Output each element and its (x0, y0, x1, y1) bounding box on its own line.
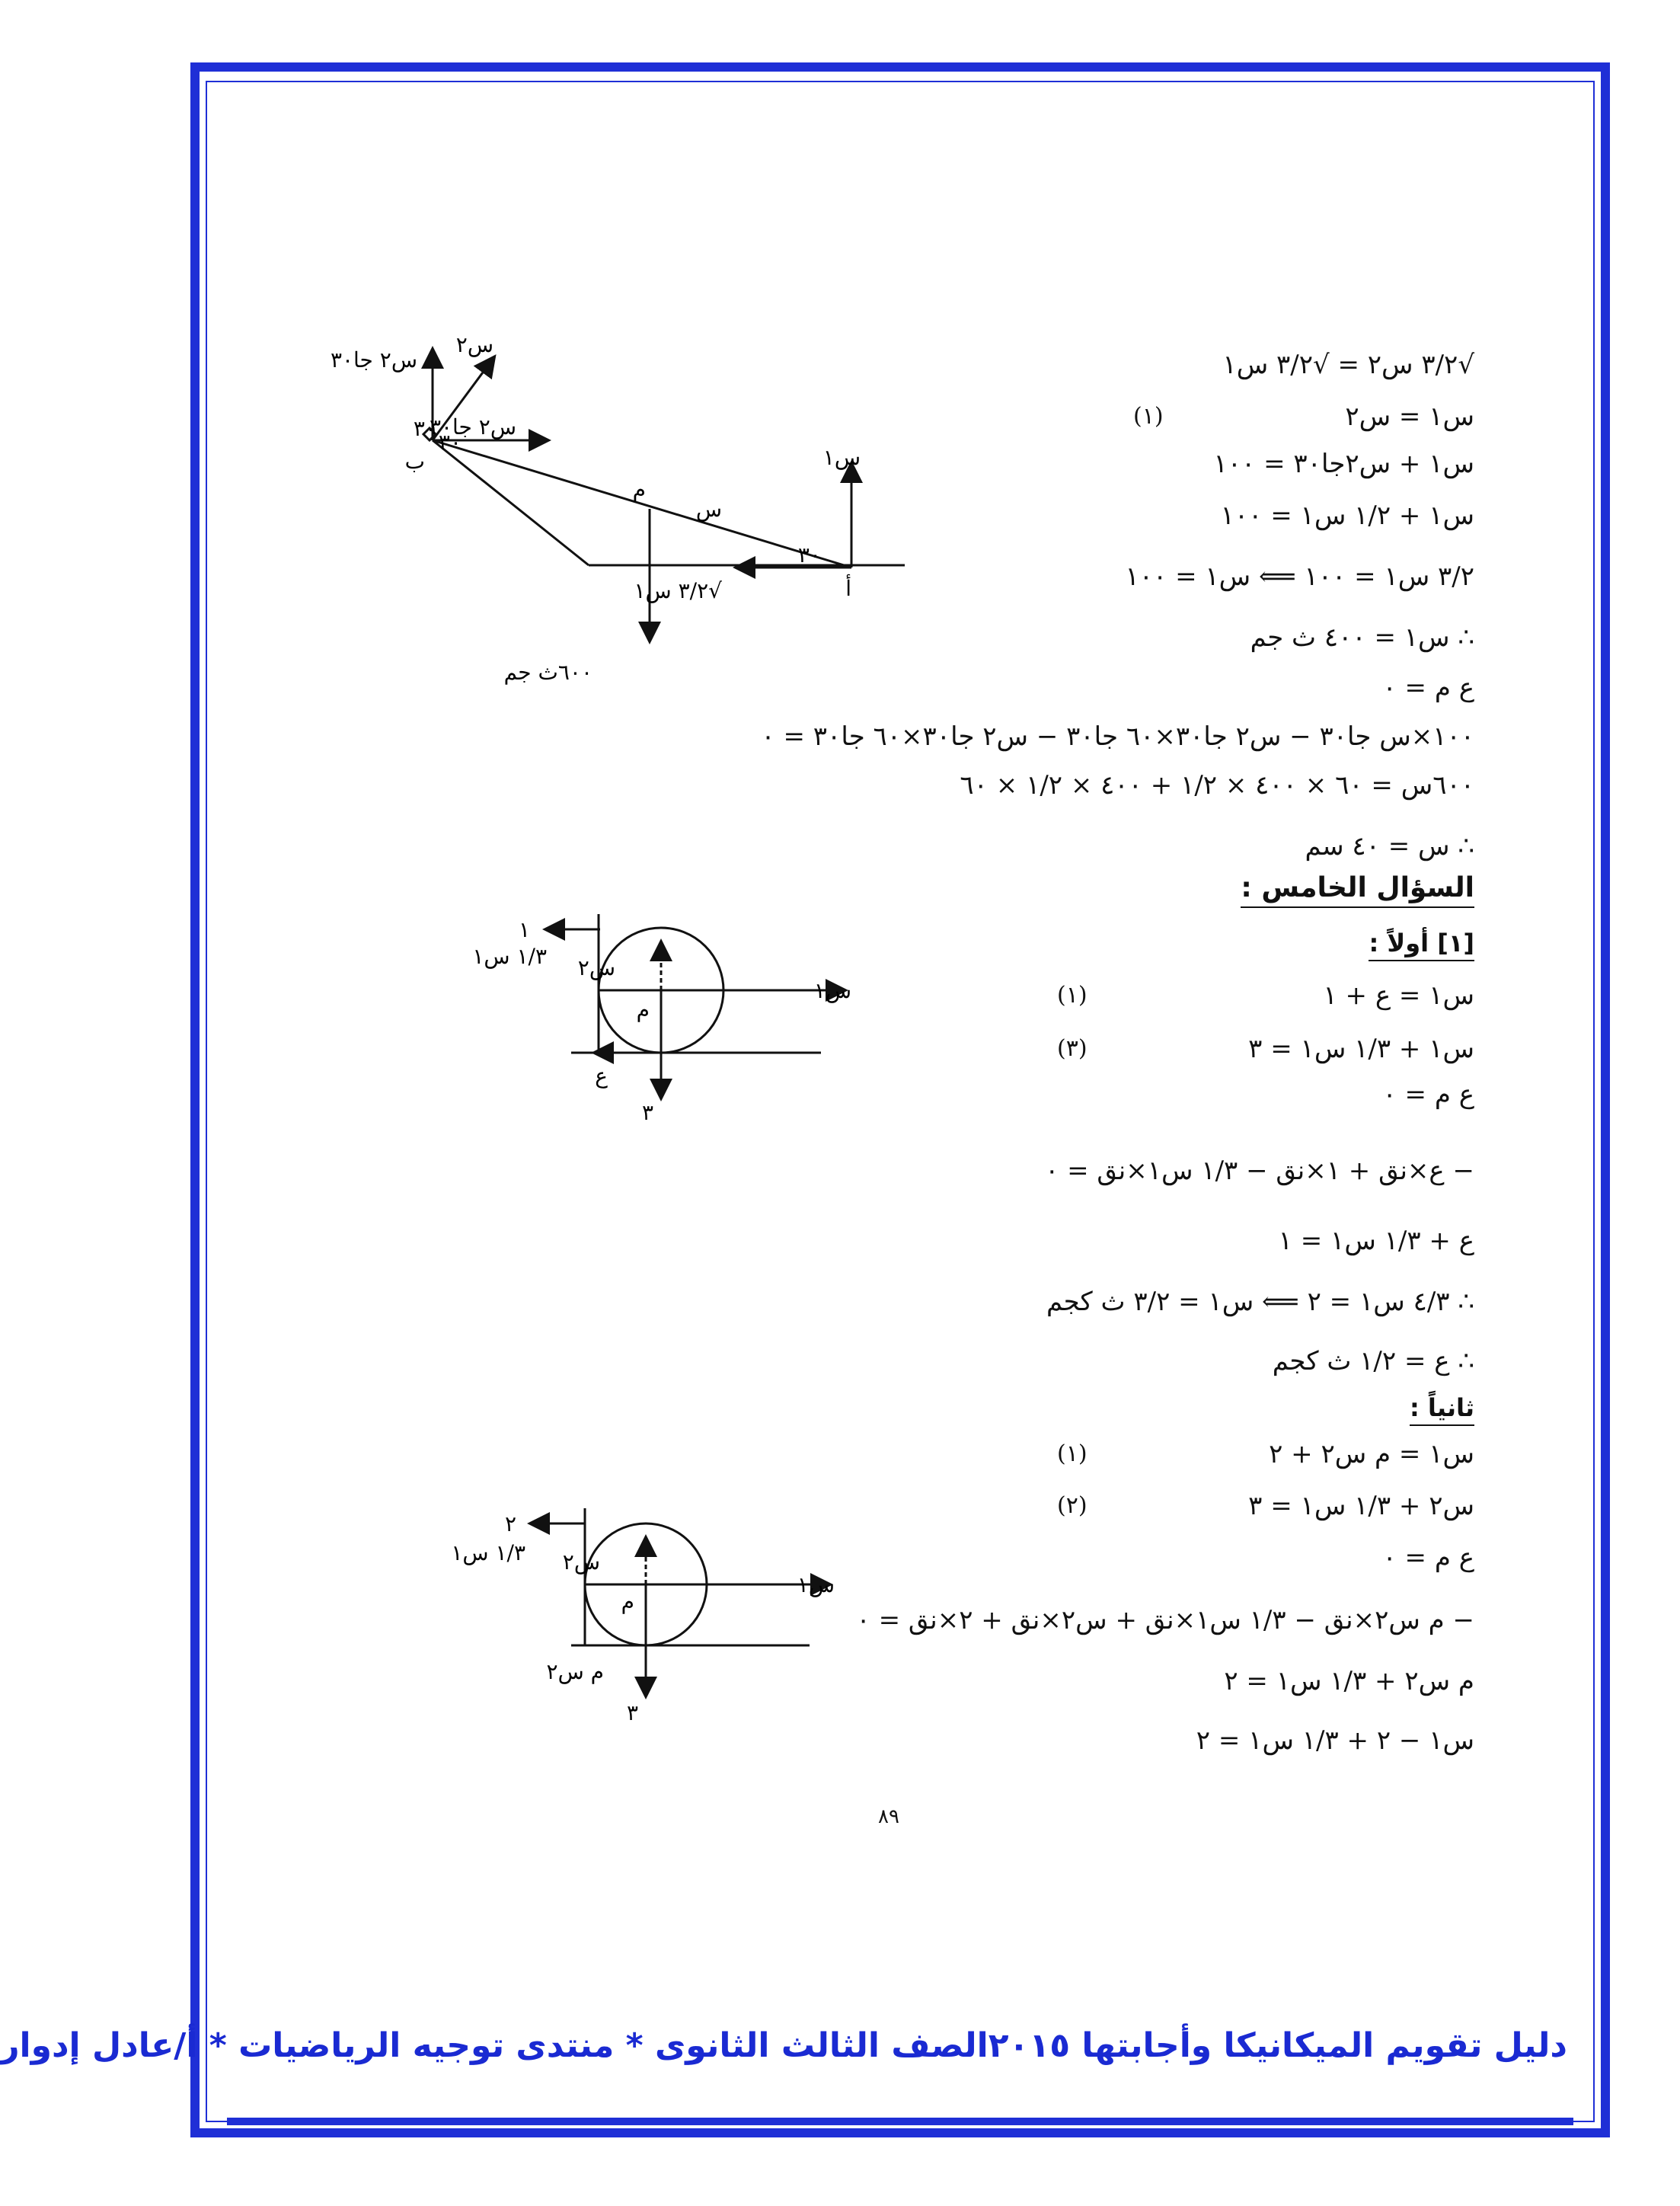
page-number: ٨٩ (878, 1805, 899, 1828)
moment-equation: − م س٢×نق − ١/٣ س١×نق + س٢×نق + ٢×نق = ٠ (856, 1605, 1474, 1635)
equation-line: س١ − ٢ + ١/٣ س١ = ٢ (1196, 1725, 1474, 1756)
label-s2: س٢ (562, 1549, 600, 1575)
rod-line (433, 440, 851, 567)
label-point-m: م (632, 477, 646, 502)
label-s1: س١ (797, 1572, 835, 1597)
label-angle: ٣٠ (413, 416, 436, 441)
equation-line: م س٢ + ١/٣ س١ = ٢ (1224, 1666, 1474, 1696)
label-length-s: س (695, 497, 722, 522)
equation-line: ∴ ٤/٣ س١ = ٢ ⟸ س١ = ٣/٢ ث كجم (1046, 1287, 1474, 1317)
equation-line: س١ = م س٢ + ٢ (1269, 1439, 1474, 1469)
result-line: ∴ ع = ١/٢ ث كجم (1272, 1346, 1474, 1376)
section-heading-first: [١] أولاً : (1369, 931, 1474, 961)
label-point-a: أ (845, 576, 851, 601)
equation-line: √٣/٢ س٢ = √٣/٢ س١ (1222, 350, 1474, 380)
label-r: ع (595, 1063, 608, 1089)
frame-left-bar (190, 99, 200, 2110)
equation-line: ع م = ٠ (1382, 673, 1474, 703)
equation-line: س١ + س٢جا٣٠ = ١٠٠ (1213, 449, 1474, 479)
equation-line: ∴ س١ = ٤٠٠ ث جم (1250, 622, 1474, 653)
equation-number: (١) (1057, 982, 1088, 1009)
label-three: ٣ (626, 1700, 638, 1725)
question-title: السؤال الخامس : (1241, 874, 1474, 908)
label-point-b: ب (404, 449, 425, 474)
label-ms2: م س٢ (546, 1659, 604, 1684)
diagram-rod-forces (330, 320, 928, 686)
equation-number: (١) (1057, 1440, 1088, 1467)
diagram-circle-second (451, 1493, 890, 1729)
label-s2-sin: س٢ جا٣٠ (330, 347, 417, 372)
diagram-circle-first (472, 884, 912, 1127)
moment-equation: − ع×نق + ١×نق − ١/٣ س١×نق = ٠ (1045, 1156, 1474, 1186)
equation-number: (١) (1133, 403, 1164, 430)
equation-number: (٢) (1057, 1492, 1088, 1519)
label-angle: ٣٠ (438, 430, 462, 455)
footer-banner: دليل تقويم الميكانيكا وأجابتها ٢٠١٥الصف الثالث الثانوى * منتدى توجيه الرياضيات * أ/عادل إدوار (0, 2026, 1567, 2065)
label-one: ١ (518, 917, 530, 942)
label-s2: س٢ (577, 955, 615, 980)
equation-line: س١ + ١/٢ س١ = ١٠٠ (1220, 500, 1474, 531)
label-s1-component: √٣/٢ س١ (634, 578, 722, 603)
label-three: ٣ (641, 1100, 653, 1125)
equation-line: ع م = ٠ (1382, 1079, 1474, 1110)
frame-top-bar (227, 62, 1573, 70)
label-third-s1: ١/٣ س١ (451, 1540, 525, 1565)
equation-line: س١ = س٢ (1345, 401, 1474, 432)
moment-equation: ١٠٠×س جا٣٠ − س٢ جا٣٠×٦٠ جا٣٠ − س٢ جا٣٠×٦٠ جا٣٠ = ٠ (761, 721, 1474, 752)
frame-bottom-bar (227, 2118, 1573, 2125)
equation-line: س١ + ١/٣ س١ = ٣ (1248, 1034, 1474, 1064)
label-two: ٢ (504, 1511, 516, 1536)
label-s1: س١ (822, 445, 861, 470)
equation-line: ٦٠٠س = ٦٠ × ٤٠٠ × ١/٢ + ٤٠٠ × ١/٢ × ٦٠ (960, 770, 1474, 801)
label-m: م (636, 997, 650, 1022)
label-third-s1: ١/٣ س١ (472, 944, 547, 969)
equation-number: (٣) (1057, 1035, 1088, 1062)
section-heading-second: ثانياً : (1410, 1396, 1474, 1426)
label-s1: س١ (813, 978, 851, 1003)
result-line: ∴ س = ٤٠ سم (1305, 831, 1474, 862)
equation-line: س٢ + ١/٣ س١ = ٣ (1248, 1491, 1474, 1521)
string-line (433, 440, 589, 565)
label-m: م (621, 1589, 634, 1614)
equation-line: ع م = ٠ (1382, 1543, 1474, 1573)
label-angle: ٣٠ (797, 542, 821, 567)
label-s2-cos: س٢ جا٣٠ (429, 414, 516, 440)
equation-line: ع + ١/٣ س١ = ١ (1278, 1226, 1474, 1256)
equation-line: ٣/٢ س١ = ١٠٠ ⟸ س١ = ١٠٠ (1125, 561, 1474, 592)
equation-line: س١ = ع + ١ (1323, 980, 1474, 1011)
frame-right-bar (1601, 99, 1610, 2110)
label-weight: ٦٠٠ث جم (503, 660, 592, 685)
label-s2: س٢ (455, 332, 493, 357)
